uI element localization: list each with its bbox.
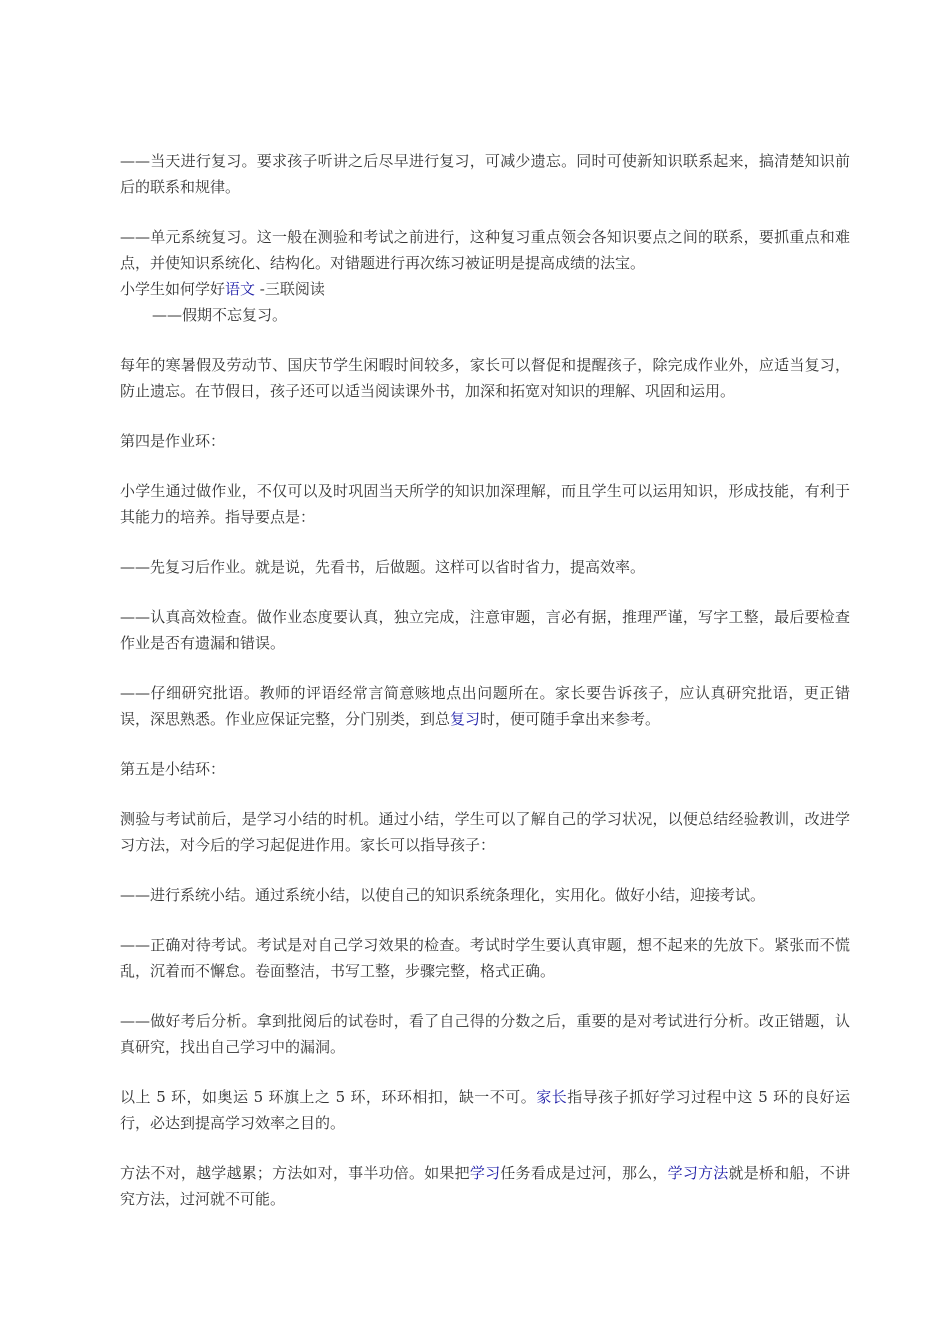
methods-text-mid: 任务看成是过河，那么， <box>500 1164 668 1182</box>
title-text-pre: 小学生如何学好 <box>120 280 226 298</box>
paragraph-treat-exams: ——正确对待考试。考试是对自己学习效果的检查。考试时学生要认真审题，想不起来的先放下。紧张而不慌乱，沉着而不懈怠。卷面整洁，书写工整，步骤完整，格式正确。 <box>120 936 850 980</box>
paragraph-study-comments <box>120 680 850 732</box>
paragraph-five-rings <box>120 1084 850 1136</box>
paragraph-holiday-detail: 每年的寒暑假及劳动节、国庆节学生闲暇时间较多，家长可以督促和提醒孩子，除完成作业外，应适当复习，防止遗忘。在节假日，孩子还可以适当阅读课外书，加深和拓宽对知识的理解、巩固和运用。 <box>120 356 850 400</box>
methods-text-pre: 方法不对，越学越累；方法如对，事半功倍。如果把 <box>120 1164 470 1182</box>
paragraph-methods <box>120 1160 850 1212</box>
rings-text-post: 指导孩子抓好学习过程中这 5 环的良好运行，必达到提高学习效率之目的。 <box>120 1088 850 1132</box>
link-review[interactable]: 复习 <box>450 710 481 728</box>
paragraph-system-summary: ——进行系统小结。通过系统小结，以使自己的知识系统条理化，实用化。做好小结，迎接考试。 <box>120 886 766 904</box>
paragraph-homework-intro: 小学生通过做作业，不仅可以及时巩固当天所学的知识加深理解，而且学生可以运用知识，形成技能，有利于其能力的培养。指导要点是： <box>120 482 850 526</box>
document-body <box>120 148 850 1236</box>
comments-text-post: 时，便可随手拿出来参考。 <box>480 710 661 728</box>
paragraph-careful-check: ——认真高效检查。做作业态度要认真，独立完成，注意审题，言必有据，推理严谨，写字工整，最后要检查作业是否有遗漏和错误。 <box>120 608 850 652</box>
paragraph-holiday-review: ——假期不忘复习。 <box>152 306 288 324</box>
title-text-post: -三联阅读 <box>255 280 325 298</box>
methods-text-post: 就是桥和船，不讲究方法，过河就不可能。 <box>120 1164 850 1208</box>
heading-homework-ring: 第四是作业环： <box>120 432 226 450</box>
paragraph-title-line <box>120 276 850 302</box>
paragraph-unit-review: ——单元系统复习。这一般在测验和考试之前进行，这种复习重点领会各知识要点之间的联系，要抓重点和难点，并使知识系统化、结构化。对错题进行再次练习被证明是提高成绩的法宝。 <box>120 228 850 272</box>
link-study[interactable]: 学习 <box>469 1164 501 1182</box>
heading-summary-ring: 第五是小结环： <box>120 760 226 778</box>
paragraph-same-day-review: ——当天进行复习。要求孩子听讲之后尽早进行复习，可减少遗忘。同时可使新知识联系起来，搞清楚知识前后的联系和规律。 <box>120 152 850 196</box>
link-chinese[interactable]: 语文 <box>225 280 256 298</box>
link-study-methods[interactable]: 学习方法 <box>667 1164 729 1182</box>
paragraph-post-exam-analysis: ——做好考后分析。拿到批阅后的试卷时，看了自己得的分数之后，重要的是对考试进行分析。改正错题，认真研究，找出自己学习中的漏洞。 <box>120 1012 850 1056</box>
paragraph-summary-intro: 测验与考试前后，是学习小结的时机。通过小结，学生可以了解自己的学习状况，以便总结经验教训，改进学习方法，对今后的学习起促进作用。家长可以指导孩子： <box>120 810 850 854</box>
link-parents[interactable]: 家长 <box>536 1088 568 1106</box>
comments-text-pre: ——仔细研究批语。教师的评语经常言简意赅地点出问题所在。家长要告诉孩子，应认真研究批语，更正错误，深思熟悉。作业应保证完整，分门别类，到总 <box>120 684 850 728</box>
paragraph-review-before-homework: ——先复习后作业。就是说，先看书，后做题。这样可以省时省力，提高效率。 <box>120 558 646 576</box>
rings-text-pre: 以上 5 环，如奥运 5 环旗上之 5 环，环环相扣，缺一不可。 <box>120 1088 537 1106</box>
